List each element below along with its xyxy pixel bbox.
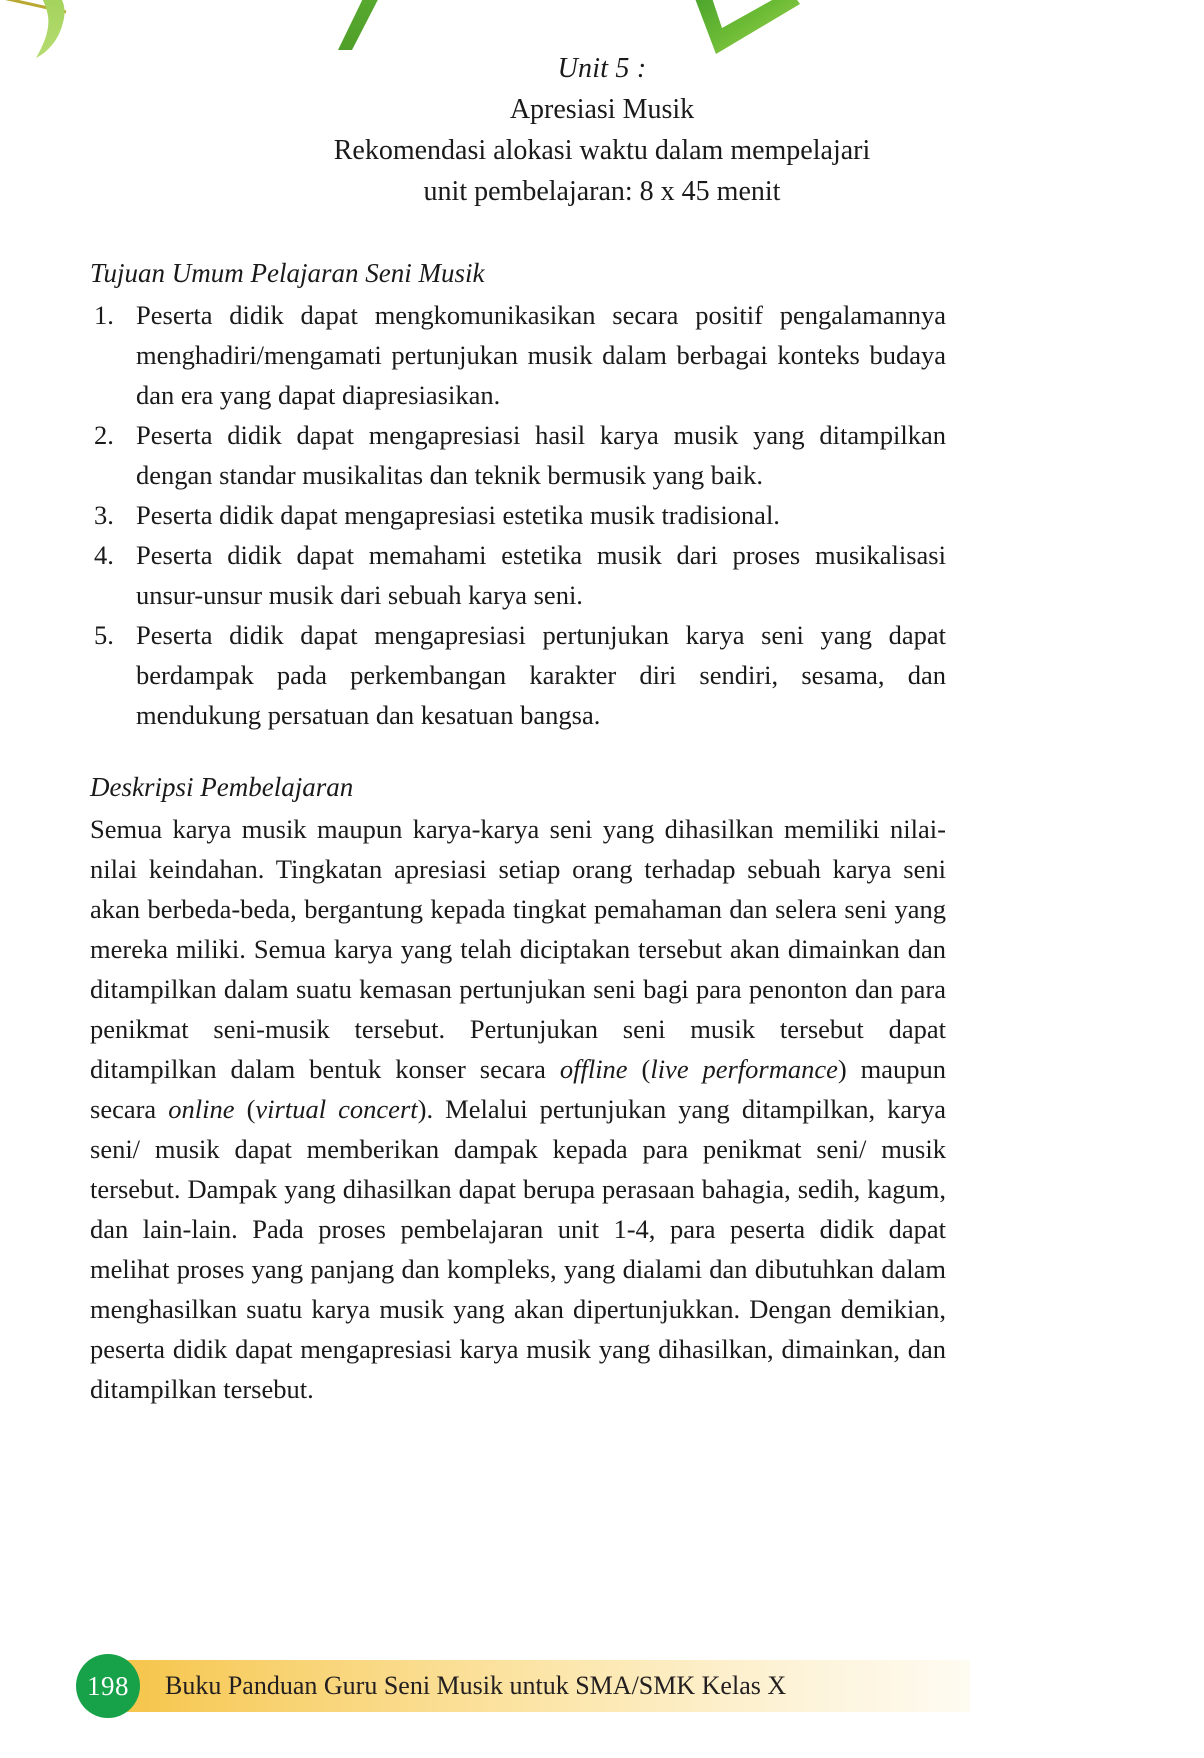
time-allocation-line-1: Rekomendasi alokasi waktu dalam mempelajari xyxy=(333,135,871,166)
italic-live-performance: live performance xyxy=(650,1054,838,1084)
description-heading: Deskripsi Pembelajaran xyxy=(90,772,354,802)
list-item-text: Peserta didik dapat mengapresiasi pertunjukan karya seni yang dapat berdampak pada perkembangan karakter diri sendiri, sesama, dan mendukung persatuan dan kesatuan bangsa. xyxy=(136,620,946,730)
description-text-part-3: ) maupun secara xyxy=(90,1054,947,1124)
list-item-number: 1. xyxy=(94,300,114,330)
page-footer xyxy=(0,1650,1204,1722)
list-item-number: 2. xyxy=(94,420,114,450)
italic-virtual-concert: virtual concert xyxy=(255,1094,418,1124)
list-item-text: Peserta didik dapat mengapresiasi estetika musik tradisional. xyxy=(136,500,780,530)
olive-line-ornament xyxy=(0,0,66,12)
page-content xyxy=(90,255,946,1409)
list-item-text: Peserta didik dapat memahami estetika musik dari proses musikalisasi unsur-unsur musik dari sebuah karya seni. xyxy=(136,540,946,610)
italic-online: online xyxy=(168,1094,235,1124)
list-item-number: 3. xyxy=(94,500,114,530)
unit-title: Apresiasi Musik xyxy=(509,94,695,125)
description-text-part-5: ). Melalui pertunjukan yang ditampilkan, karya seni/ musik dapat memberikan dampak kepada para penikmat seni/ musik tersebut. Dampak yang dihasilkan dapat berupa perasaan bahagia, sedih, kagum, dan lain-lain. Pada proses pembelajaran unit 1-4, para peserta didik dapat melihat proses yang panjang dan kompleks, yang dialami dan dibutuhkan dalam menghasilkan suatu karya musik yang akan dipertunjukkan. Dengan demikian, peserta didik dapat mengapresiasi karya musik yang dihasilkan, dimainkan, dan ditampilkan tersebut. xyxy=(90,1094,947,1404)
page-number: 198 xyxy=(87,1670,129,1701)
footer-book-title: Buku Panduan Guru Seni Musik untuk SMA/SMK Kelas X xyxy=(165,1671,787,1700)
time-allocation-line-2: unit pembelajaran: 8 x 45 menit xyxy=(423,176,781,207)
italic-offline: offline xyxy=(559,1054,628,1084)
general-goals-list xyxy=(90,295,946,735)
description-text-part-4: ( xyxy=(234,1094,256,1124)
page-number-badge xyxy=(76,1654,140,1718)
unit-title-block xyxy=(0,48,1204,212)
list-item-text: Peserta didik dapat mengkomunikasikan secara positif pengalamannya menghadiri/mengamati pertunjukan musik dalam berbagai konteks budaya dan era yang dapat diapresiasikan. xyxy=(136,300,946,410)
list-item-text: Peserta didik dapat mengapresiasi hasil karya musik yang ditampilkan dengan standar musikalitas dan teknik bermusik yang baik. xyxy=(136,420,946,490)
list-item-number: 5. xyxy=(94,620,114,650)
goals-heading: Tujuan Umum Pelajaran Seni Musik xyxy=(90,258,485,288)
list-item xyxy=(90,535,946,615)
green-chevron-ornament xyxy=(688,0,800,54)
section-spacer xyxy=(90,735,946,769)
description-text-part-1: Semua karya musik maupun karya-karya seni yang dihasilkan memiliki nilai-nilai keindahan. Tingkatan apresiasi setiap orang terhadap sebuah karya seni akan berbeda-beda, bergantung kepada tingkat pemahaman dan selera seni yang mereka miliki. Semua karya yang telah diciptakan tersebut akan dimainkan dan ditampilkan dalam suatu kemasan pertunjukan seni bagi para penonton dan para penikmat seni-musik tersebut. Pertunjukan seni musik tersebut dapat ditampilkan dalam bentuk konser secara xyxy=(90,814,946,1084)
description-paragraph xyxy=(90,809,946,1409)
description-text-part-2: ( xyxy=(627,1054,651,1084)
list-item xyxy=(90,495,946,535)
green-slash-ornament xyxy=(338,0,386,50)
list-item xyxy=(90,295,946,415)
list-item-number: 4. xyxy=(94,540,114,570)
unit-label: Unit 5 : xyxy=(557,53,647,84)
list-item xyxy=(90,615,946,735)
list-item xyxy=(90,415,946,495)
